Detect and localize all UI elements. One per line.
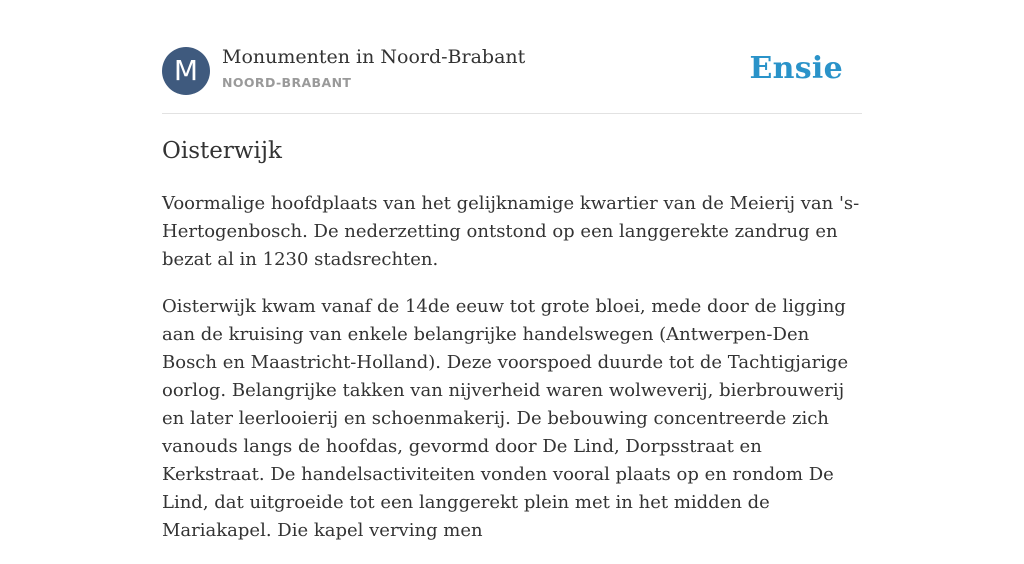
category-label[interactable]: NOORD-BRABANT (222, 75, 352, 90)
article-title: Oisterwijk (162, 138, 282, 164)
paragraph: Oisterwijk kwam vanaf de 14de eeuw tot grote bloei, mede door de ligging aan de kruising van enkele belangrijke handelswegen (Antwerpen-Den Bosch en Maastricht-Holland). Deze voorspoed duurde tot de Tachtigjarige oorlog. Belangrijke takken van nijverheid waren wolweverij, bierbrouwerij en later leerlooierij en schoenmakerij. De bebouwing concentreerde zich vanouds langs de hoofdas, gevormd door De Lind, Dorpsstraat en Kerkstraat. De handelsactiviteiten vonden vooral plaats op en rondom De Lind, dat uitgroeide tot een langgerekt plein met in het midden de Mariakapel. Die kapel verving men (162, 296, 849, 541)
content-column (162, 0, 862, 541)
article-body (162, 190, 868, 564)
header (162, 0, 862, 114)
ensie-logo[interactable]: Ensie (749, 51, 843, 86)
avatar[interactable]: M (162, 47, 210, 95)
paragraph: Voormalige hoofdplaats van het gelijknamige kwartier van de Meierij van 's-Hertogenbosch. De nederzetting ontstond op een langgerekte zandrug en bezat al in 1230 stadsrechten. (162, 193, 860, 270)
site-title[interactable]: Monumenten in Noord-Brabant (222, 46, 526, 68)
